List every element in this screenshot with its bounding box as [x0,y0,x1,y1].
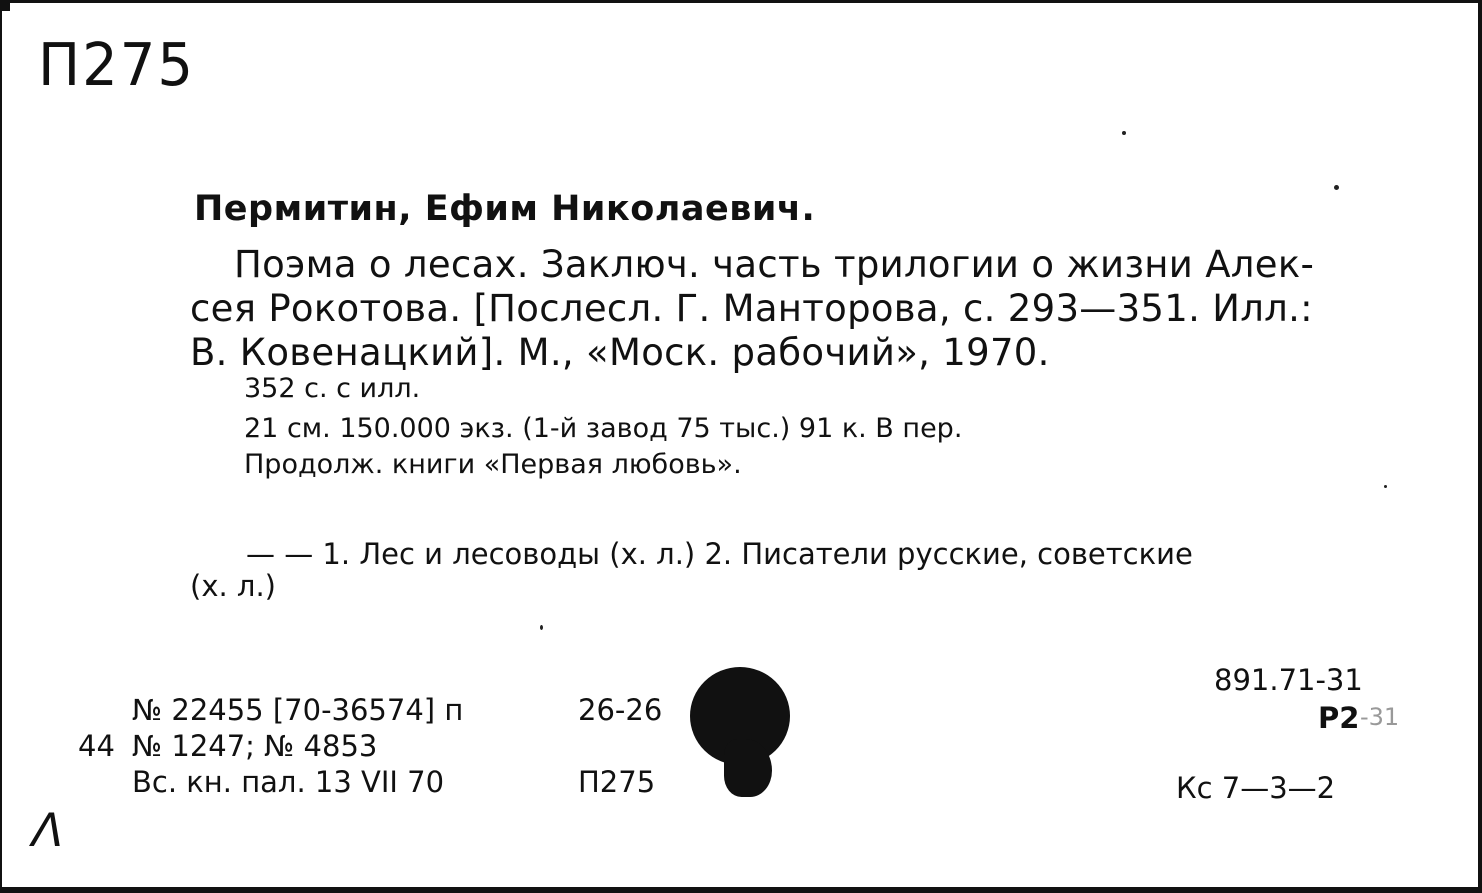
subject-headings-cont: (х. л.) [190,569,276,603]
title-line: В. Ковенацкий]. М., «Моск. рабочий», 1970. [190,331,1050,374]
order-numbers: № 1247; № 4853 [132,729,378,763]
collation-line: 352 с. с илл. [244,373,421,404]
title-line: сея Рокотова. [Послесл. Г. Манторова, с. 293—351. Илл.: [190,287,1313,330]
classification-index: 891.71-31 [1214,663,1363,697]
registration-number: № 22455 [70-36574] п [132,693,464,727]
speck [1122,131,1126,135]
speck [540,625,543,630]
title-line: Поэма о лесах. Заключ. часть трилогии о жизни Алек- [234,243,1315,286]
book-chamber-code: П275 [578,765,656,799]
registration-code: 26-26 [578,693,663,727]
book-chamber-line: Вс. кн. пал. 13 VII 70 [132,765,445,799]
speck [1384,485,1387,488]
corner-mark [2,3,10,11]
handwritten-mark: Λ [26,803,70,857]
subject-headings: — — 1. Лес и лесоводы (х. л.) 2. Писатели русские, советские [246,537,1193,571]
order-prefix: 44 [78,729,115,763]
ks-code: Кс 7—3—2 [1176,771,1336,805]
catalog-card [2,3,1478,887]
author-heading: Пермитин, Ефим Николаевич. [194,189,816,229]
author-mark: Р2 [1318,701,1360,735]
call-number-handwritten: П275 [38,31,195,100]
speck [1334,185,1339,190]
note-line: Продолж. книги «Первая любовь». [244,449,742,480]
collation-line: 21 см. 150.000 экз. (1-й завод 75 тыс.) 91 к. В пер. [244,413,963,444]
author-mark-suffix: -31 [1360,703,1400,731]
